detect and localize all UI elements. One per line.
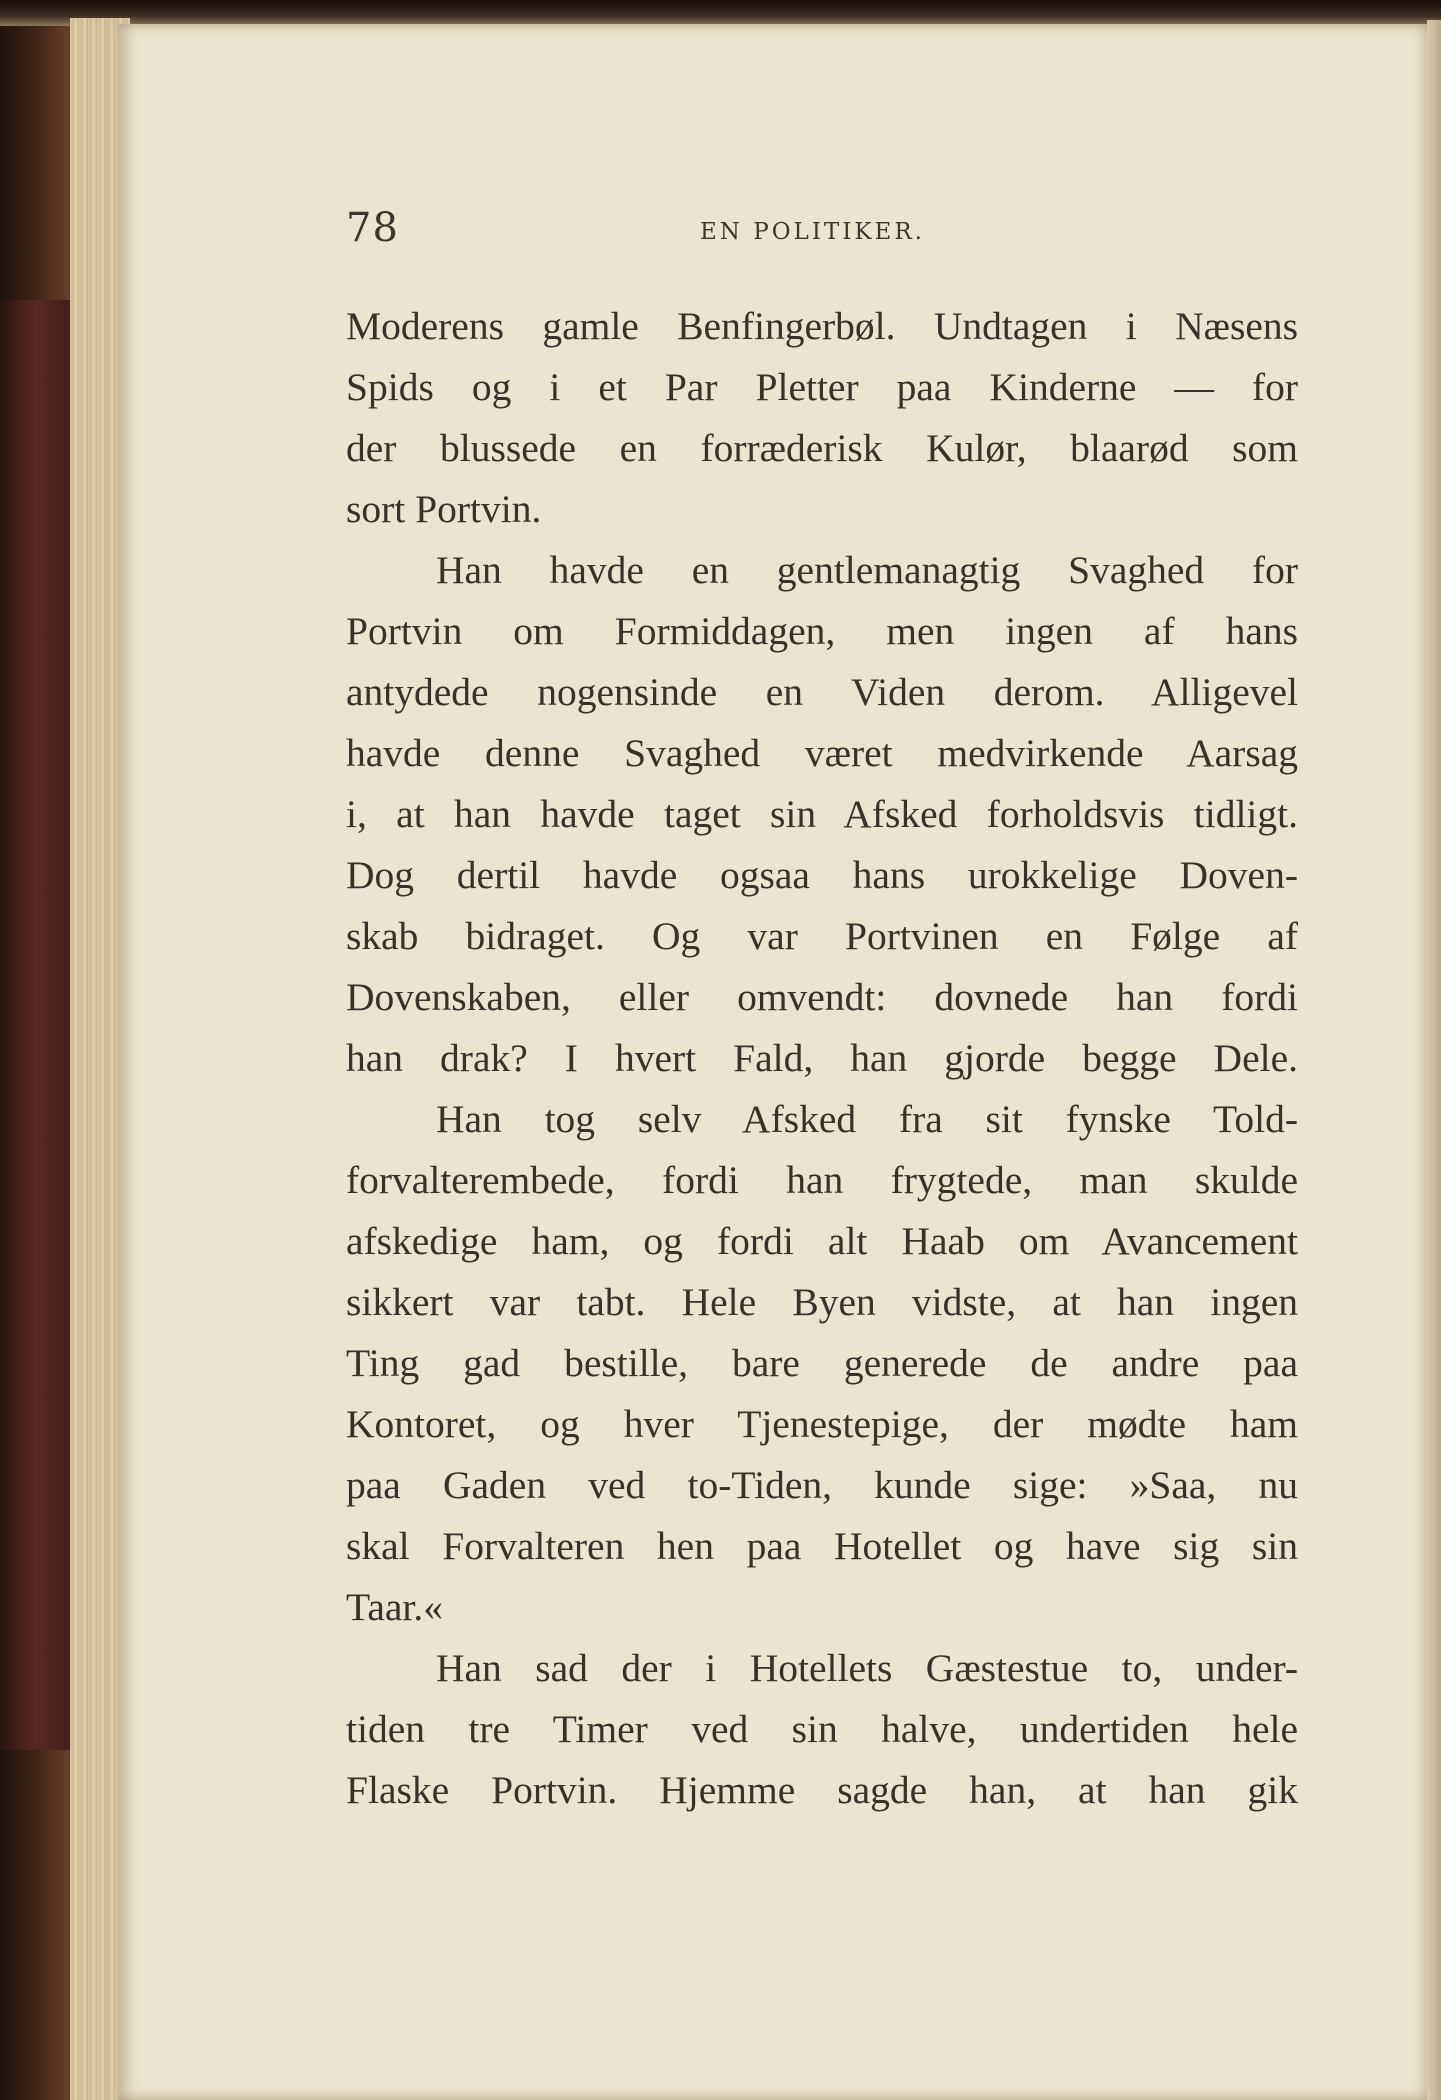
running-head: EN POLITIKER.: [700, 219, 925, 245]
text-line: Spids og i et Par Pletter paa Kinderne — for: [346, 365, 1298, 409]
page-number: 78: [346, 205, 399, 251]
text-line: paa Gaden ved to-Tiden, kunde sige: »Saa, nu: [346, 1463, 1298, 1507]
right-page-edge: [1427, 20, 1441, 2100]
text-line: Portvin om Formiddagen, men ingen af hans: [346, 609, 1298, 653]
text-line: Taar.«: [346, 1585, 444, 1629]
binding-cloth: [0, 300, 70, 1750]
text-line: sikkert var tabt. Hele Byen vidste, at han ingen: [346, 1280, 1298, 1324]
text-line: sort Portvin.: [346, 487, 542, 531]
text-line: Han sad der i Hotellets Gæstestue to, under-: [436, 1646, 1298, 1690]
text-line: Kontoret, og hver Tjenestepige, der mødte ham: [346, 1402, 1298, 1446]
text-line: han drak? I hvert Fald, han gjorde begge Dele.: [346, 1036, 1298, 1080]
text-line: Flaske Portvin. Hjemme sagde han, at han gik: [346, 1768, 1298, 1812]
text-line: i, at han havde taget sin Afsked forholdsvis tidligt.: [346, 792, 1298, 836]
text-line: der blussede en forræderisk Kulør, blaarød som: [346, 426, 1298, 470]
text-line: Ting gad bestille, bare generede de andre paa: [346, 1341, 1298, 1385]
text-line: tiden tre Timer ved sin halve, undertiden hele: [346, 1707, 1298, 1751]
text-line: Han tog selv Afsked fra sit fynske Told-: [436, 1097, 1298, 1141]
text-line: Moderens gamle Benfingerbøl. Undtagen i Næsens: [346, 304, 1298, 348]
top-edge-shadow: [0, 0, 1441, 26]
text-line: Dog dertil havde ogsaa hans urokkelige Doven-: [346, 853, 1298, 897]
text-line: Han havde en gentlemanagtig Svaghed for: [436, 548, 1298, 592]
text-line: forvalterembede, fordi han frygtede, man skulde: [346, 1158, 1298, 1202]
text-line: Dovenskaben, eller omvendt: dovnede han fordi: [346, 975, 1298, 1019]
page-header: [230, 205, 1302, 255]
text-line: skal Forvalteren hen paa Hotellet og have sig sin: [346, 1524, 1298, 1568]
body-text: [346, 296, 1298, 1821]
text-line: havde denne Svaghed været medvirkende Aarsag: [346, 731, 1298, 775]
text-line: skab bidraget. Og var Portvinen en Følge af: [346, 914, 1298, 958]
text-line: antydede nogensinde en Viden derom. Alligevel: [346, 670, 1298, 714]
text-line: afskedige ham, og fordi alt Haab om Avancement: [346, 1219, 1298, 1263]
